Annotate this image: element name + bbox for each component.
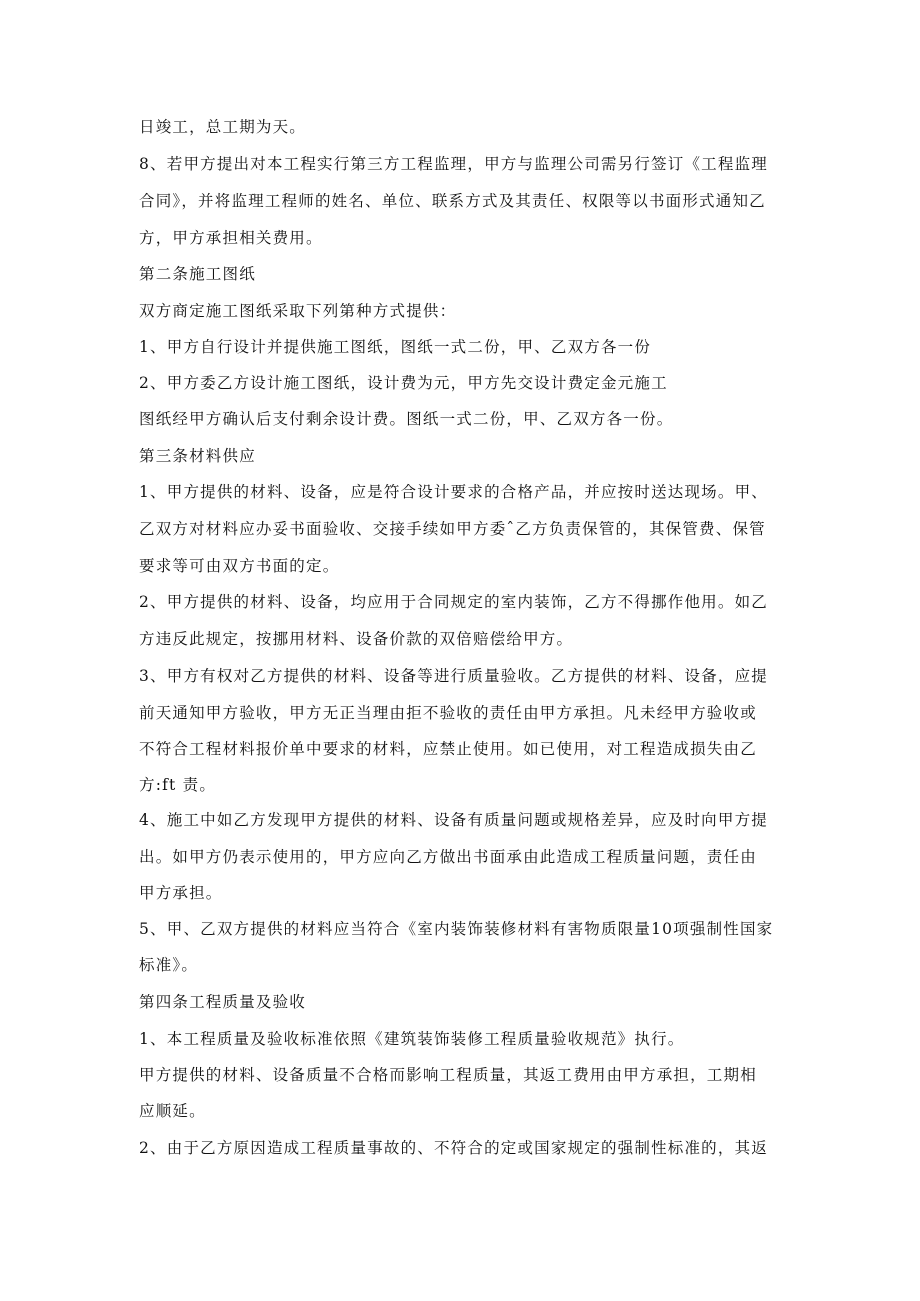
text-line: 要求等可由双方书面的定。 (139, 557, 340, 575)
text-line: 1、甲方自行设计并提供施工图纸，图纸一式二份，甲、乙双方各一份 (139, 338, 652, 356)
text-line: 甲方提供的材料、设备质量不合格而影响工程质量，其返工费用由甲方承担，工期相 (139, 1066, 757, 1084)
text-line: 双方商定施工图纸采取下列第种方式提供： (139, 302, 457, 320)
text-line: 日竣工，总工期为天。 (139, 118, 307, 136)
section-heading: 第四条工程质量及验收 (139, 993, 307, 1011)
text-line: 2、甲方委乙方设计施工图纸，设计费为元，甲方先交设计费定金元施工 (139, 374, 668, 392)
section-heading: 第三条材料供应 (139, 447, 256, 465)
text-line: 应顺延。 (139, 1102, 206, 1120)
text-line: 合同》，并将监理工程师的姓名、单位、联系方式及其责任、权限等以书面形式通知乙 (139, 192, 766, 210)
text-line: 方:ft 责。 (139, 776, 217, 794)
text-line: 标准》。 (139, 956, 199, 974)
text-line: 1、甲方提供的材料、设备，应是符合设计要求的合格产品，并应按时送达现场。甲、 (139, 483, 768, 501)
text-line: 不符合工程材料报价单中要求的材料，应禁止使用。如已使用，对工程造成损失由乙 (139, 740, 757, 758)
text-line: 乙双方对材料应办妥书面验收、交接手续如甲方委ˆ乙方负责保管的，其保管费、保管 (139, 520, 766, 538)
text-line: 2、甲方提供的材料、设备，均应用于合同规定的室内装饰，乙方不得挪作他用。如乙 (139, 593, 768, 611)
section-heading: 第二条施工图纸 (139, 265, 256, 283)
text-line: 3、甲方有权对乙方提供的材料、设备等进行质量验收。乙方提供的材料、设备，应提 (139, 667, 768, 685)
text-line: 1、本工程质量及验收标准依照《建筑装饰装修工程质量验收规范》执行。 (139, 1030, 685, 1048)
text-line: 5、甲、乙双方提供的材料应当符合《室内装饰装修材料有害物质限量10项强制性国家 (139, 920, 774, 938)
text-line: 前天通知甲方验收，甲方无正当理由拒不验收的责任由甲方承担。凡未经甲方验收或 (139, 704, 757, 722)
text-line: 方违反此规定，按挪用材料、设备价款的双倍赔偿给甲方。 (139, 630, 574, 648)
text-line: 图纸经甲方确认后支付剩余设计费。图纸一式二份，甲、乙双方各一份。 (139, 410, 674, 428)
text-line: 8、若甲方提出对本工程实行第三方工程监理，甲方与监理公司需另行签订《工程监理 (139, 155, 768, 173)
text-line: 甲方承担。 (139, 884, 223, 902)
text-line: 方，甲方承担相关费用。 (139, 229, 323, 247)
text-line: 2、由于乙方原因造成工程质量事故的、不符合的定或国家规定的强制性标准的，其返 (139, 1139, 768, 1157)
text-line: 出。如甲方仍表示使用的，甲方应向乙方做出书面承由此造成工程质量问题，责任由 (139, 848, 757, 866)
text-line: 4、施工中如乙方发现甲方提供的材料、设备有质量问题或规格差异，应及时向甲方提 (139, 811, 768, 829)
